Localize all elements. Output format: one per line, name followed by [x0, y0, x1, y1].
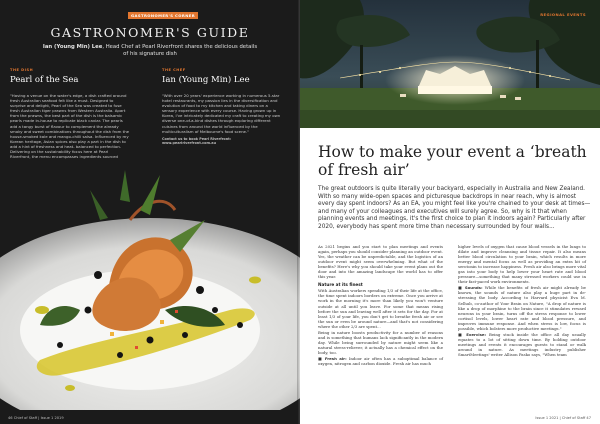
- chef-column: [162, 68, 282, 146]
- column-title: Ian (Young Min) Lee: [162, 75, 250, 85]
- page-folio: Issue 1 2021 | Chief of Staff 47: [535, 416, 591, 420]
- dish-column: [10, 68, 130, 169]
- page-title: GASTRONOMER'S GUIDE: [50, 25, 250, 40]
- article-lede: The great outdoors is quite literally your backyard, especially in Australia and New Zealand. With so many wide-open spaces and picturesque backdrops in near reach, why is almost every day spent indoors? As an EA, you might feel like you're chained to your desk at times—and many of your colleagues and executives will surely agree. So, why is it that when planning events and meetings, it's the first choice to plan it indoors again? Particularly after 2020, everybody has spent more time than necessary surrounded by four walls...: [318, 186, 591, 230]
- subheading: Nature at its finest: [318, 282, 363, 288]
- paragraph: With Australian workers spending 1/3 of their life at the office, the time spent indoors borders on extreme. Once you arrive at work in the morning it's more than likely you won't venture outside at all until you leave. For some that means rising before the sun and leaving well after it sets for the day. For at least 1/3 of your life, you don't get to breathe fresh air or see the sun or even be around nature—and that's not considering where the other 2/3 are spent...: [318, 288, 443, 329]
- column-label: THE CHEF: [162, 68, 186, 72]
- paragraph: As 2021 begins and you start to plan meetings and events again, perhaps you should consider planning an outdoor event. Yes, the weather can be unpredictable, and the logistics of an outdoor event might seem overwhelming. But what of the benefits? Here's why you should take your event plans out the door and into the amazing landscape the world has to offer this year.: [318, 244, 443, 280]
- column-body: "With over 20 years' experience working in numerous 5-star hotel restaurants, my passion lies in the diversification and evolution of food to my kitchen and taking diners on a sensory experience with every course. Having grown up in Korea, I've intricately dedicated my craft to creating my own diverse one-of-a-kind dishes through exploring different cuisines from around the world influenced by the multiculturalism of Melbourne's food scene.": [162, 93, 281, 134]
- column-body: "Having a venue on the water's edge, a dish crafted around fresh Australian seafood felt like a must. Designed to surprise and delight, Pearl of the Sea was created to fuse fresh Australian tiger prawns from Western Australia. Apart from the prawns, the best part of the dish is the balsamic pearls made in-house to replicate black caviar. The pearls add a tangy burst of flavour to complement the already smoky and sweet combinations throughout the dish from the house-smoked kale and mango-chilli salsa. Influenced by my Korean heritage, Asian spices also play a part in the dish to add a hint of freshness and heat- balanced to perfection. Delivering on the sustainability focus here at Pearl Riverfront, the menu encompasses ingredients sourced: [10, 93, 130, 160]
- column-label: THE DISH: [10, 68, 34, 72]
- paragraph: higher levels of oxygen that cause blood vessels in the lungs to dilate and improve cleansing and tissue repair. It also means better blood circulation to your brain, which results in more energy and mental focus as well as providing an extra hit of serotonin to increase happiness. Fresh air also brings more vital gas into your body to help lower your heart rate and blood pressure—something that many stressed workers could use in their fast-paced work environments.: [458, 244, 586, 285]
- column-title: Pearl of the Sea: [10, 75, 79, 85]
- page-subtitle: [40, 44, 260, 58]
- right-page: [300, 0, 600, 424]
- chef-name: Ian (Young Min) Lee: [42, 44, 103, 50]
- article-column-2: [458, 244, 586, 358]
- bullet-point: ■ Fresh air: Indoor air often has a suboptimal balance of oxygen, nitrogen and carbon dioxide. Fresh air has much: [318, 355, 443, 367]
- page-folio: 46 Chief of Staff | Issue 1 2019: [8, 416, 64, 420]
- bullet-label: Exercise:: [466, 331, 487, 337]
- article-column-1: [318, 244, 443, 367]
- subtitle-text: , Head Chef at Pearl Riverfront shares the delicious details of his signature dish: [102, 44, 258, 57]
- bullet-text: Being stuck inside the office all day usually equates to a lot of sitting down time. By holding outdoor meetings and events it encourages guests to stand or walk around in nature. As meetings industry publisher SmartMeetings' writer Allison Pasko says, "When team: [458, 331, 586, 357]
- bullet-point: ■ Sounds: While the benefits of fresh air might already be known, the sounds of nature also play a huge part in de-stressing the body. According to Harvard physicist Eva M. Selhub, co-author of Your Brain on Nature, "A drop of nature is like a drop of morphine to the brain since it stimulates reward neurons in your brain, turns off the stress response to lower cortisol levels, lower heart rate and blood pressure, and improves immune response. And when stress is low, focus is possible, which bolsters more productive meetings.": [458, 285, 586, 331]
- bullet-text: Indoor air often has a suboptimal balance of oxygen, nitrogen and carbon dioxide. Fresh air has much: [318, 355, 443, 367]
- section-kicker: REGIONAL EVENTS: [540, 12, 586, 17]
- dish-photo: [0, 160, 300, 410]
- outdoor-event-photo: [300, 0, 600, 128]
- bullet-label: Fresh air:: [324, 355, 347, 361]
- contact-note: Contact us to book Pearl Riverfront: www.pearlriverfront.com.au: [162, 136, 232, 146]
- bullet-text: While the benefits of fresh air might already be known, the sounds of nature also play a huge part in de-stressing the body. According to Harvard physicist Eva M. Selhub, co-author of Your Brain on Nature, "A drop of nature is like a drop of morphine to the brain since it stimulates reward neurons in your brain, turns off the stress response to lower cortisol levels, lower heart rate and blood pressure, and improves immune response. And when stress is low, focus is possible, which bolsters more productive meetings.": [458, 285, 586, 331]
- bullet-label: Sounds:: [464, 285, 483, 291]
- article-headline: How to make your event a ‘breath of fresh air’: [318, 143, 587, 179]
- section-kicker: GASTRONOMER'S CORNER: [128, 12, 198, 19]
- paragraph: Being in nature boosts productivity for a number of reasons and is something that humans lack significantly in the modern day. While being surrounded by nature might seem like a natural stress-reliever, it actually has a chemical effect on the body, too.: [318, 329, 443, 355]
- bullet-point: ■ Exercise: Being stuck inside the office all day usually equates to a lot of sitting down time. By holding outdoor meetings and events it encourages guests to stand or walk around in nature. As meetings industry publisher SmartMeetings' writer Allison Pasko says, "When team: [458, 331, 586, 357]
